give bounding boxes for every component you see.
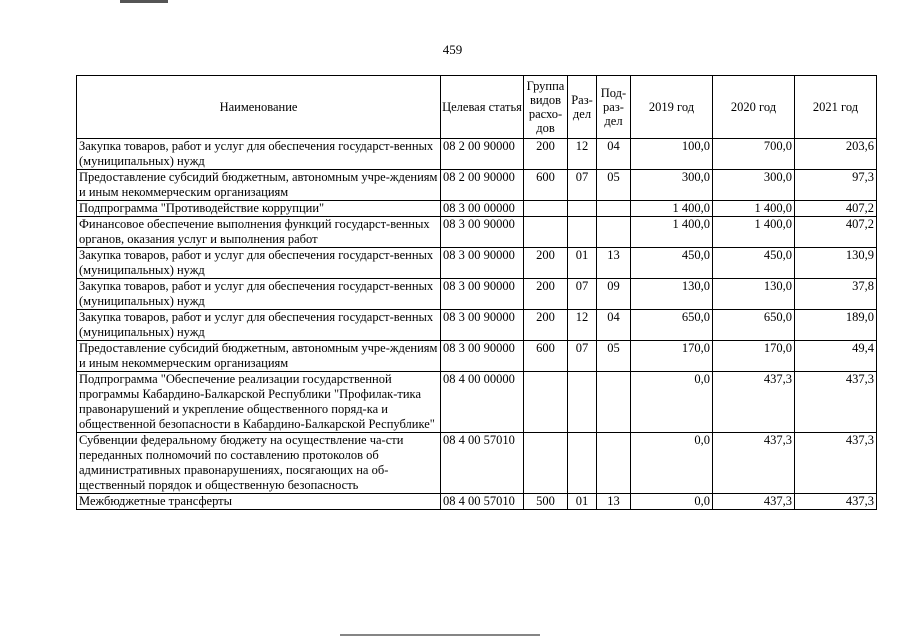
cell-2020: 650,0 [713, 310, 795, 341]
cell-2020: 437,3 [713, 494, 795, 510]
cell-2019: 650,0 [631, 310, 713, 341]
cell-section [568, 217, 597, 248]
cell-2021: 130,9 [795, 248, 877, 279]
cell-2021: 189,0 [795, 310, 877, 341]
cell-target: 08 3 00 90000 [441, 310, 524, 341]
cell-subsection: 09 [597, 279, 631, 310]
cell-group [524, 372, 568, 433]
cell-subsection: 13 [597, 248, 631, 279]
cell-2021: 437,3 [795, 372, 877, 433]
header-section: Раз-дел [568, 76, 597, 139]
cell-2021: 37,8 [795, 279, 877, 310]
cell-section [568, 372, 597, 433]
cell-2019: 100,0 [631, 139, 713, 170]
table-row [77, 217, 877, 248]
cell-2019: 130,0 [631, 279, 713, 310]
cell-subsection [597, 201, 631, 217]
cell-target: 08 3 00 90000 [441, 279, 524, 310]
table-row [77, 248, 877, 279]
cell-2019: 1 400,0 [631, 217, 713, 248]
cell-2020: 437,3 [713, 433, 795, 494]
cell-2020: 300,0 [713, 170, 795, 201]
cell-section: 12 [568, 139, 597, 170]
budget-table [76, 75, 877, 510]
cell-2019: 0,0 [631, 433, 713, 494]
cell-2019: 0,0 [631, 372, 713, 433]
header-group: Группа видов расхо-дов [524, 76, 568, 139]
cell-subsection: 13 [597, 494, 631, 510]
header-target: Целевая статья [441, 76, 524, 139]
cell-2021: 97,3 [795, 170, 877, 201]
cell-group: 200 [524, 248, 568, 279]
cell-group: 600 [524, 170, 568, 201]
cell-2020: 1 400,0 [713, 217, 795, 248]
cell-group: 200 [524, 310, 568, 341]
cell-subsection [597, 433, 631, 494]
cell-2020: 130,0 [713, 279, 795, 310]
table-row [77, 201, 877, 217]
cell-name: Подпрограмма "Противодействие коррупции" [77, 201, 441, 217]
cell-target: 08 3 00 90000 [441, 248, 524, 279]
cell-subsection [597, 372, 631, 433]
scan-artifact-bottom [340, 634, 540, 636]
scan-artifact-top [120, 0, 168, 3]
cell-2021: 437,3 [795, 494, 877, 510]
cell-name: Закупка товаров, работ и услуг для обеспечения государст-венных (муниципальных) нужд [77, 139, 441, 170]
table-row [77, 433, 877, 494]
cell-section: 12 [568, 310, 597, 341]
cell-section: 01 [568, 248, 597, 279]
header-2020: 2020 год [713, 76, 795, 139]
table-row [77, 341, 877, 372]
cell-section [568, 201, 597, 217]
cell-target: 08 3 00 90000 [441, 217, 524, 248]
cell-group [524, 217, 568, 248]
cell-subsection [597, 217, 631, 248]
cell-name: Закупка товаров, работ и услуг для обеспечения государст-венных (муниципальных) нужд [77, 310, 441, 341]
cell-2021: 49,4 [795, 341, 877, 372]
cell-name: Подпрограмма "Обеспечение реализации государственной программы Кабардино-Балкарской Республики "Профилак-тика правонарушений и укрепление общественного поряд-ка и общественной безопасности в Кабардино-Балкарской Республике" [77, 372, 441, 433]
cell-target: 08 2 00 90000 [441, 139, 524, 170]
cell-target: 08 3 00 90000 [441, 341, 524, 372]
cell-group: 200 [524, 279, 568, 310]
page-number: 459 [442, 42, 463, 57]
table-row [77, 139, 877, 170]
table-row [77, 372, 877, 433]
cell-2021: 407,2 [795, 217, 877, 248]
cell-group: 200 [524, 139, 568, 170]
cell-2019: 170,0 [631, 341, 713, 372]
table-header-row [77, 76, 877, 139]
cell-section: 07 [568, 170, 597, 201]
cell-name: Предоставление субсидий бюджетным, автономным учре-ждениям и иным некоммерческим организациям [77, 170, 441, 201]
cell-2020: 170,0 [713, 341, 795, 372]
cell-section: 01 [568, 494, 597, 510]
cell-2019: 1 400,0 [631, 201, 713, 217]
cell-section: 07 [568, 279, 597, 310]
cell-group: 500 [524, 494, 568, 510]
cell-name: Субвенции федеральному бюджету на осуществление ча-сти переданных полномочий по составлению протоколов об административных правонарушениях, посягающих на об-щественный порядок и общественную безопасность [77, 433, 441, 494]
cell-target: 08 4 00 57010 [441, 494, 524, 510]
cell-2021: 407,2 [795, 201, 877, 217]
cell-group: 600 [524, 341, 568, 372]
cell-2021: 203,6 [795, 139, 877, 170]
cell-target: 08 2 00 90000 [441, 170, 524, 201]
cell-2020: 700,0 [713, 139, 795, 170]
cell-group [524, 201, 568, 217]
cell-2020: 437,3 [713, 372, 795, 433]
cell-section [568, 433, 597, 494]
cell-subsection: 05 [597, 170, 631, 201]
table-row [77, 170, 877, 201]
cell-name: Закупка товаров, работ и услуг для обеспечения государст-венных (муниципальных) нужд [77, 248, 441, 279]
cell-name: Закупка товаров, работ и услуг для обеспечения государст-венных (муниципальных) нужд [77, 279, 441, 310]
cell-name: Финансовое обеспечение выполнения функций государст-венных органов, оказания услуг и выполнения работ [77, 217, 441, 248]
cell-name: Межбюджетные трансферты [77, 494, 441, 510]
cell-target: 08 3 00 00000 [441, 201, 524, 217]
table-row [77, 310, 877, 341]
header-2019: 2019 год [631, 76, 713, 139]
cell-2019: 300,0 [631, 170, 713, 201]
cell-target: 08 4 00 57010 [441, 433, 524, 494]
cell-2019: 0,0 [631, 494, 713, 510]
cell-2021: 437,3 [795, 433, 877, 494]
cell-subsection: 05 [597, 341, 631, 372]
cell-group [524, 433, 568, 494]
cell-2019: 450,0 [631, 248, 713, 279]
header-subsection: Под-раз-дел [597, 76, 631, 139]
cell-subsection: 04 [597, 139, 631, 170]
cell-2020: 450,0 [713, 248, 795, 279]
header-name: Наименование [77, 76, 441, 139]
cell-2020: 1 400,0 [713, 201, 795, 217]
cell-target: 08 4 00 00000 [441, 372, 524, 433]
table-row [77, 279, 877, 310]
table-row [77, 494, 877, 510]
cell-name: Предоставление субсидий бюджетным, автономным учре-ждениям и иным некоммерческим организациям [77, 341, 441, 372]
cell-section: 07 [568, 341, 597, 372]
cell-subsection: 04 [597, 310, 631, 341]
header-2021: 2021 год [795, 76, 877, 139]
